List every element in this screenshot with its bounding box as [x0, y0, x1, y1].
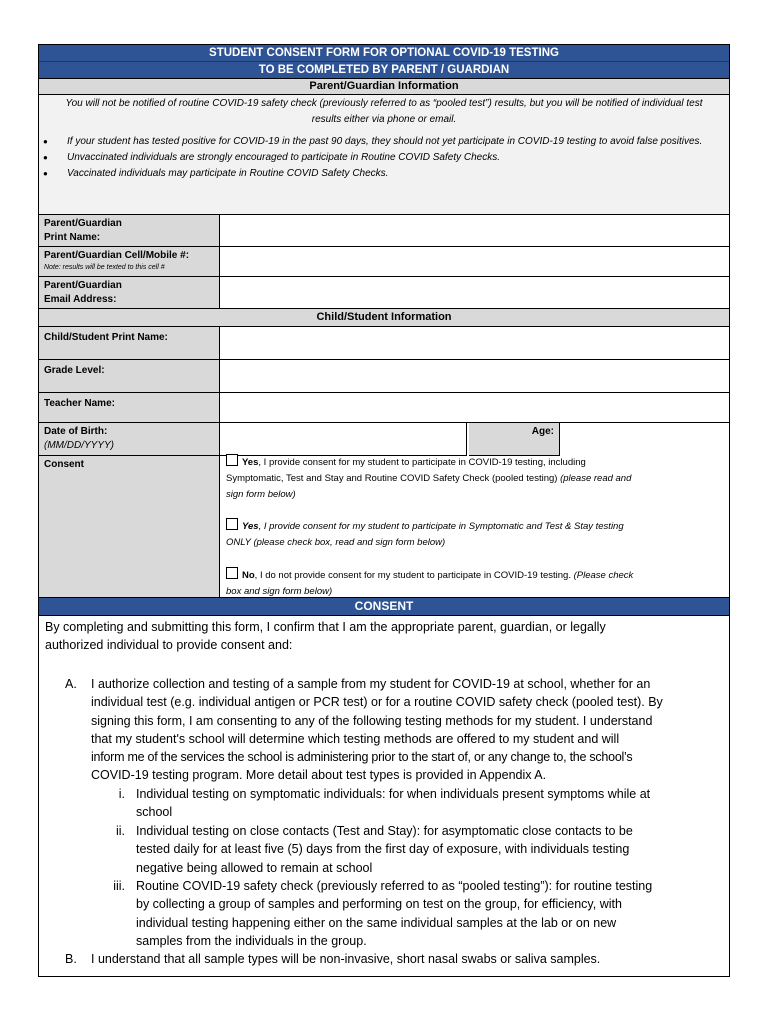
- notice-intro: You will not be notified of routine COVID-19 safety check (previously referred to as “pooled test”) results, but you will be notified of individual test results either via phone or email.: [65, 98, 703, 125]
- parent-email-label-line1: Parent/Guardian: [44, 280, 122, 291]
- sub-item-i-text: [136, 785, 726, 822]
- item-a-line: inform me of the services the school is administering prior to the start of, or any change to, the school’s: [91, 750, 633, 765]
- form-title: STUDENT CONSENT FORM FOR OPTIONAL COVID-19 TESTING: [39, 45, 729, 62]
- parent-cell-label-text: Parent/Guardian Cell/Mobile #:: [44, 250, 190, 261]
- student-name-input[interactable]: [220, 327, 729, 360]
- item-b-marker: B.: [65, 952, 77, 966]
- age-label: Age:: [469, 423, 560, 456]
- sub-item-ii-text: [136, 822, 726, 877]
- sub-item-line: by collecting a group of samples and performing on test on the group, for efficiency, with: [136, 897, 622, 912]
- sub-item-line: Routine COVID-19 safety check (previously referred to as “pooled testing”): for routine testing: [136, 879, 653, 893]
- dob-label: [39, 423, 220, 456]
- sub-item-ii-marker: ii.: [115, 824, 125, 838]
- opt3-line1: , I do not provide consent for my student to participate in COVID-19 testing.: [254, 570, 571, 581]
- grade-input[interactable]: [220, 360, 729, 393]
- sub-item-line: school: [136, 805, 173, 820]
- opt2-line2: ONLY (please check box, read and sign form below): [226, 537, 446, 548]
- consent-option-no: [226, 567, 721, 600]
- notice-block: [39, 95, 729, 215]
- form-subtitle: TO BE COMPLETED BY PARENT / GUARDIAN: [39, 62, 729, 79]
- consent-option-yes-symptomatic: [226, 518, 721, 551]
- grade-label: Grade Level:: [39, 360, 220, 393]
- item-a-marker: A.: [65, 677, 77, 691]
- checkbox-yes-symptomatic[interactable]: [226, 518, 238, 530]
- parent-cell-label: [39, 247, 220, 277]
- notice-bullet: ● Unvaccinated individuals are strongly encouraged to participate in Routine COVID Safety Checks.: [39, 151, 729, 165]
- sub-item-i-marker: i.: [118, 787, 125, 801]
- consent-label: Consent: [39, 456, 220, 598]
- consent-intro: [45, 618, 725, 655]
- consent-intro-line2: authorized individual to provide consent and:: [45, 638, 293, 653]
- sub-item-line: negative being allowed to remain at school: [136, 860, 373, 875]
- consent-option-yes-all: [226, 454, 721, 503]
- opt1-line2: Symptomatic, Test and Stay and Routine COVID Safety Check (pooled testing): [226, 473, 558, 484]
- parent-name-label-line2: Print Name:: [44, 232, 101, 243]
- opt1-line1: , I provide consent for my student to participate in COVID-19 testing, including: [258, 457, 586, 468]
- opt1-italic-a: (please read and: [560, 473, 632, 484]
- item-a-line: I authorize collection and testing of a sample from my student for COVID-19 at school, whether for an: [91, 677, 651, 691]
- opt3-italic-a: (Please check: [573, 570, 634, 581]
- opt3-italic-b: box and sign form below): [226, 586, 333, 597]
- parent-name-input[interactable]: [220, 215, 729, 247]
- parent-name-label-line1: Parent/Guardian: [44, 218, 122, 229]
- consent-intro-line1: By completing and submitting this form, I confirm that I am the appropriate parent, guardian, or legally: [45, 620, 606, 634]
- parent-email-label: [39, 277, 220, 309]
- item-a-text: [91, 675, 731, 785]
- opt2-line1: , I provide consent for my student to participate in Symptomatic and Test & Stay testing: [258, 521, 624, 532]
- consent-section-title: CONSENT: [39, 598, 729, 616]
- student-name-label: Child/Student Print Name:: [39, 327, 220, 360]
- teacher-label: Teacher Name:: [39, 393, 220, 423]
- sub-item-line: tested daily for at least five (5) days from the first day of exposure, with individuals testing: [136, 842, 630, 857]
- parent-cell-input[interactable]: [220, 247, 729, 277]
- item-a-line: signing this form, I am consenting to any of the following testing methods for my student. I understand: [91, 713, 653, 728]
- student-section-title: Child/Student Information: [39, 309, 729, 327]
- consent-form: [38, 44, 730, 977]
- sub-item-line: samples from the individuals in the group.: [136, 933, 367, 948]
- opt3-bold: No: [242, 570, 255, 581]
- teacher-input[interactable]: [220, 393, 729, 423]
- dob-input[interactable]: [220, 423, 467, 456]
- parent-section-title: Parent/Guardian Information: [39, 79, 729, 95]
- sub-item-line: Individual testing on close contacts (Test and Stay): for asymptomatic close contacts to be: [136, 824, 633, 838]
- item-a-line: that my student's school will determine which testing methods are offered to my student and will: [91, 731, 620, 746]
- parent-cell-note: Note: results will be texted to this cell #: [44, 264, 165, 271]
- opt2-bold: Yes: [242, 521, 259, 532]
- opt1-italic-b: sign form below): [226, 489, 296, 500]
- checkbox-yes-all[interactable]: [226, 454, 238, 466]
- parent-email-input[interactable]: [220, 277, 729, 309]
- notice-bullet: ● If your student has tested positive for COVID-19 in the past 90 days, they should not yet participate in COVID-19 testing to avoid false positives.: [39, 135, 729, 149]
- sub-item-line: individual testing happening either on the same individual samples at the lab or on new: [136, 915, 617, 930]
- sub-item-iii-text: [136, 877, 726, 950]
- age-input[interactable]: [560, 423, 729, 457]
- sub-item-iii-marker: iii.: [113, 879, 125, 893]
- opt1-bold: Yes: [242, 457, 259, 468]
- parent-email-label-line2: Email Address:: [44, 294, 117, 305]
- dob-format-hint: (MM/DD/YYYY): [44, 440, 114, 451]
- sub-item-line: Individual testing on symptomatic individuals: for when individuals present symptoms while at: [136, 787, 651, 801]
- item-a-line: individual test (e.g. individual antigen or PCR test) or for a routine COVID safety check (pooled test). By: [91, 695, 663, 710]
- checkbox-no[interactable]: [226, 567, 238, 579]
- item-a-line: COVID-19 testing program. More detail about test types is provided in Appendix A.: [91, 768, 547, 783]
- notice-bullet: ● Vaccinated individuals may participate in Routine COVID Safety Checks.: [39, 167, 729, 181]
- dob-label-text: Date of Birth:: [44, 426, 108, 437]
- parent-name-label: [39, 215, 220, 247]
- notice-bullets: [39, 135, 729, 181]
- item-b-text: I understand that all sample types will be non-invasive, short nasal swabs or saliva samples.: [91, 952, 601, 966]
